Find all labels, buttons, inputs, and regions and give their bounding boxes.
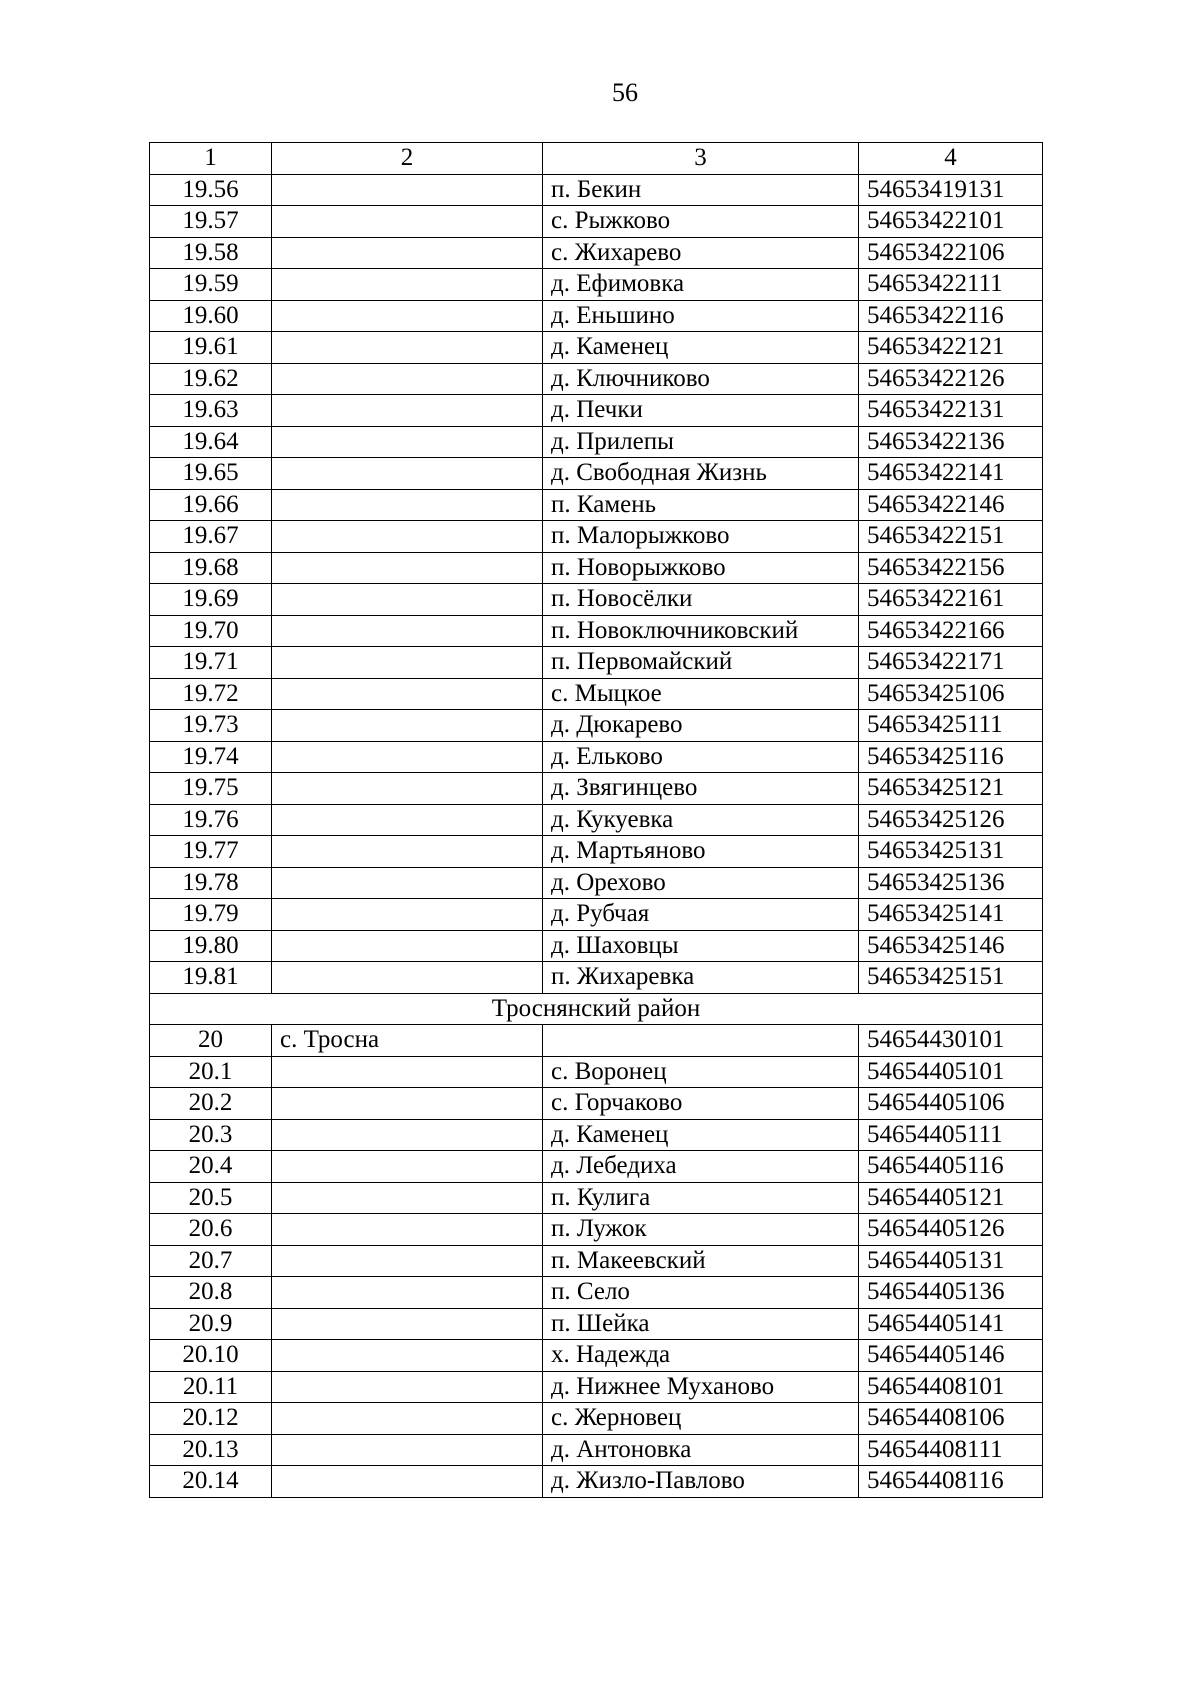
oktmo-code-cell: 54654405126 xyxy=(859,1214,1043,1246)
settlement-name-cell: п. Кулига xyxy=(543,1182,859,1214)
settlement-name-cell: д. Лебедиха xyxy=(543,1151,859,1183)
municipality-center-cell xyxy=(272,269,543,301)
table-row xyxy=(150,899,1043,931)
row-number-cell: 19.75 xyxy=(150,773,272,805)
row-number-cell: 19.74 xyxy=(150,741,272,773)
oktmo-code-cell: 54654408101 xyxy=(859,1371,1043,1403)
oktmo-code-cell: 54653422136 xyxy=(859,426,1043,458)
municipality-center-cell xyxy=(272,678,543,710)
row-number-cell: 19.63 xyxy=(150,395,272,427)
table-row xyxy=(150,332,1043,364)
municipality-center-cell xyxy=(272,1056,543,1088)
settlement-name-cell: д. Жизло-Павлово xyxy=(543,1466,859,1498)
municipality-center-cell xyxy=(272,300,543,332)
table-row xyxy=(150,1182,1043,1214)
municipality-center-cell xyxy=(272,773,543,805)
row-number-cell: 19.70 xyxy=(150,615,272,647)
oktmo-code-cell: 54654405121 xyxy=(859,1182,1043,1214)
municipality-center-cell xyxy=(272,1371,543,1403)
table-row xyxy=(150,269,1043,301)
row-number-cell: 19.56 xyxy=(150,174,272,206)
table-row xyxy=(150,678,1043,710)
table-row xyxy=(150,584,1043,616)
municipality-center-cell xyxy=(272,426,543,458)
oktmo-code-cell: 54653422141 xyxy=(859,458,1043,490)
oktmo-code-cell: 54653425111 xyxy=(859,710,1043,742)
oktmo-code-cell: 54653425126 xyxy=(859,804,1043,836)
oktmo-code-cell: 54653425131 xyxy=(859,836,1043,868)
oktmo-code-cell: 54653425106 xyxy=(859,678,1043,710)
oktmo-code-cell: 54654405106 xyxy=(859,1088,1043,1120)
oktmo-code-cell: 54653425146 xyxy=(859,930,1043,962)
municipality-center-cell xyxy=(272,1434,543,1466)
table-row xyxy=(150,1434,1043,1466)
settlement-name-cell: п. Камень xyxy=(543,489,859,521)
municipality-center-cell xyxy=(272,521,543,553)
oktmo-code-cell: 54653425141 xyxy=(859,899,1043,931)
row-number-cell: 20.11 xyxy=(150,1371,272,1403)
table-row xyxy=(150,836,1043,868)
table-row xyxy=(150,1371,1043,1403)
row-number-cell: 20.5 xyxy=(150,1182,272,1214)
table-row xyxy=(150,300,1043,332)
oktmo-code-cell: 54654405101 xyxy=(859,1056,1043,1088)
settlement-name-cell: п. Макеевский xyxy=(543,1245,859,1277)
settlement-name-cell: д. Шаховцы xyxy=(543,930,859,962)
municipality-center-cell xyxy=(272,584,543,616)
oktmo-code-cell: 54653422161 xyxy=(859,584,1043,616)
table-row xyxy=(150,647,1043,679)
settlement-name-cell: д. Кукуевка xyxy=(543,804,859,836)
oktmo-code-cell: 54653422156 xyxy=(859,552,1043,584)
settlement-name-cell: с. Рыжково xyxy=(543,206,859,238)
table-row xyxy=(150,867,1043,899)
municipality-center-cell xyxy=(272,804,543,836)
oktmo-code-cell: 54654405146 xyxy=(859,1340,1043,1372)
row-number-cell: 19.79 xyxy=(150,899,272,931)
municipality-center-cell xyxy=(272,741,543,773)
municipality-center-cell xyxy=(272,1466,543,1498)
settlement-name-cell: д. Ефимовка xyxy=(543,269,859,301)
municipality-center-cell xyxy=(272,1151,543,1183)
municipality-center-cell xyxy=(272,930,543,962)
row-number-cell: 19.60 xyxy=(150,300,272,332)
table-row xyxy=(150,1277,1043,1309)
oktmo-code-cell: 54653422166 xyxy=(859,615,1043,647)
settlement-name-cell xyxy=(543,1025,859,1057)
settlement-name-cell: х. Надежда xyxy=(543,1340,859,1372)
settlement-name-cell: д. Мартьяново xyxy=(543,836,859,868)
settlement-name-cell: п. Жихаревка xyxy=(543,962,859,994)
oktmo-code-cell: 54654405111 xyxy=(859,1119,1043,1151)
table-row xyxy=(150,426,1043,458)
table-row xyxy=(150,521,1043,553)
municipality-center-cell xyxy=(272,332,543,364)
table-header-row xyxy=(150,143,1043,175)
row-number-cell: 20.9 xyxy=(150,1308,272,1340)
row-number-cell: 19.72 xyxy=(150,678,272,710)
table-row xyxy=(150,773,1043,805)
municipality-center-cell xyxy=(272,1245,543,1277)
table-row xyxy=(150,930,1043,962)
settlement-name-cell: с. Жихарево xyxy=(543,237,859,269)
oktmo-code-cell: 54654405141 xyxy=(859,1308,1043,1340)
row-number-cell: 20.14 xyxy=(150,1466,272,1498)
settlements-table xyxy=(149,142,1043,1498)
row-number-cell: 19.68 xyxy=(150,552,272,584)
row-number-cell: 19.71 xyxy=(150,647,272,679)
row-number-cell: 19.57 xyxy=(150,206,272,238)
table-row xyxy=(150,1245,1043,1277)
oktmo-code-cell: 54653422131 xyxy=(859,395,1043,427)
table-row xyxy=(150,1403,1043,1435)
row-number-cell: 20.13 xyxy=(150,1434,272,1466)
table-row xyxy=(150,1151,1043,1183)
row-number-cell: 20.7 xyxy=(150,1245,272,1277)
column-header-2: 2 xyxy=(272,143,543,175)
municipality-center-cell xyxy=(272,1088,543,1120)
settlement-name-cell: д. Каменец xyxy=(543,1119,859,1151)
row-number-cell: 19.58 xyxy=(150,237,272,269)
municipality-center-cell xyxy=(272,1214,543,1246)
row-number-cell: 19.62 xyxy=(150,363,272,395)
settlement-name-cell: п. Новосёлки xyxy=(543,584,859,616)
municipality-center-cell xyxy=(272,867,543,899)
table-row xyxy=(150,1025,1043,1057)
table-row xyxy=(150,1088,1043,1120)
settlement-name-cell: д. Еньшино xyxy=(543,300,859,332)
settlement-name-cell: п. Село xyxy=(543,1277,859,1309)
row-number-cell: 19.81 xyxy=(150,962,272,994)
oktmo-code-cell: 54654408111 xyxy=(859,1434,1043,1466)
table-row xyxy=(150,1340,1043,1372)
row-number-cell: 20.12 xyxy=(150,1403,272,1435)
municipality-center-cell xyxy=(272,363,543,395)
row-number-cell: 19.64 xyxy=(150,426,272,458)
row-number-cell: 20.1 xyxy=(150,1056,272,1088)
row-number-cell: 20.3 xyxy=(150,1119,272,1151)
municipality-center-cell xyxy=(272,395,543,427)
settlement-name-cell: п. Бекин xyxy=(543,174,859,206)
column-header-3: 3 xyxy=(543,143,859,175)
table-row xyxy=(150,458,1043,490)
table-row xyxy=(150,1466,1043,1498)
row-number-cell: 19.76 xyxy=(150,804,272,836)
table-row xyxy=(150,206,1043,238)
settlement-name-cell: с. Жерновец xyxy=(543,1403,859,1435)
row-number-cell: 19.65 xyxy=(150,458,272,490)
municipality-center-cell xyxy=(272,1277,543,1309)
municipality-center-cell xyxy=(272,1182,543,1214)
oktmo-code-cell: 54654405136 xyxy=(859,1277,1043,1309)
oktmo-code-cell: 54653422116 xyxy=(859,300,1043,332)
oktmo-code-cell: 54653425121 xyxy=(859,773,1043,805)
settlement-name-cell: с. Воронец xyxy=(543,1056,859,1088)
table-row xyxy=(150,1119,1043,1151)
oktmo-code-cell: 54654405116 xyxy=(859,1151,1043,1183)
settlement-name-cell: д. Звягинцево xyxy=(543,773,859,805)
municipality-center-cell xyxy=(272,458,543,490)
table-row xyxy=(150,615,1043,647)
row-number-cell: 20.8 xyxy=(150,1277,272,1309)
oktmo-code-cell: 54653422151 xyxy=(859,521,1043,553)
table-row xyxy=(150,395,1043,427)
settlement-name-cell: п. Первомайский xyxy=(543,647,859,679)
oktmo-code-cell: 54653422121 xyxy=(859,332,1043,364)
municipality-center-cell xyxy=(272,647,543,679)
row-number-cell: 19.59 xyxy=(150,269,272,301)
municipality-center-cell xyxy=(272,1308,543,1340)
municipality-center-cell xyxy=(272,1403,543,1435)
settlement-name-cell: п. Лужок xyxy=(543,1214,859,1246)
settlement-name-cell: п. Новорыжково xyxy=(543,552,859,584)
row-number-cell: 19.69 xyxy=(150,584,272,616)
oktmo-code-cell: 54654430101 xyxy=(859,1025,1043,1057)
oktmo-code-cell: 54653419131 xyxy=(859,174,1043,206)
section-row xyxy=(150,993,1043,1025)
row-number-cell: 19.80 xyxy=(150,930,272,962)
table-row xyxy=(150,710,1043,742)
row-number-cell: 19.67 xyxy=(150,521,272,553)
row-number-cell: 19.61 xyxy=(150,332,272,364)
settlement-name-cell: д. Ельково xyxy=(543,741,859,773)
table-row xyxy=(150,552,1043,584)
column-header-4: 4 xyxy=(859,143,1043,175)
municipality-center-cell xyxy=(272,206,543,238)
settlement-name-cell: д. Дюкарево xyxy=(543,710,859,742)
municipality-center-cell xyxy=(272,615,543,647)
page-number: 56 xyxy=(612,78,638,107)
table-row xyxy=(150,363,1043,395)
settlement-name-cell: д. Прилепы xyxy=(543,426,859,458)
row-number-cell: 19.78 xyxy=(150,867,272,899)
municipality-center-cell xyxy=(272,899,543,931)
settlement-name-cell: д. Каменец xyxy=(543,332,859,364)
settlement-name-cell: п. Новоключниковский xyxy=(543,615,859,647)
column-header-1: 1 xyxy=(150,143,272,175)
municipality-center-cell xyxy=(272,1119,543,1151)
row-number-cell: 20.6 xyxy=(150,1214,272,1246)
settlement-name-cell: д. Рубчая xyxy=(543,899,859,931)
settlement-name-cell: п. Малорыжково xyxy=(543,521,859,553)
oktmo-code-cell: 54653422106 xyxy=(859,237,1043,269)
oktmo-code-cell: 54653425136 xyxy=(859,867,1043,899)
oktmo-code-cell: 54653422126 xyxy=(859,363,1043,395)
section-title: Троснянский район xyxy=(150,993,1043,1025)
settlement-name-cell: д. Печки xyxy=(543,395,859,427)
municipality-center-cell xyxy=(272,836,543,868)
municipality-center-cell: с. Тросна xyxy=(272,1025,543,1057)
oktmo-code-cell: 54653422101 xyxy=(859,206,1043,238)
table-row xyxy=(150,1214,1043,1246)
settlement-name-cell: с. Горчаково xyxy=(543,1088,859,1120)
row-number-cell: 19.77 xyxy=(150,836,272,868)
oktmo-code-cell: 54653422171 xyxy=(859,647,1043,679)
oktmo-code-cell: 54654408116 xyxy=(859,1466,1043,1498)
oktmo-code-cell: 54653425116 xyxy=(859,741,1043,773)
oktmo-code-cell: 54653422111 xyxy=(859,269,1043,301)
settlement-name-cell: д. Антоновка xyxy=(543,1434,859,1466)
table-row xyxy=(150,1308,1043,1340)
table-row xyxy=(150,962,1043,994)
table-row xyxy=(150,1056,1043,1088)
row-number-cell: 19.73 xyxy=(150,710,272,742)
table-row xyxy=(150,804,1043,836)
row-number-cell: 20.2 xyxy=(150,1088,272,1120)
table-row xyxy=(150,489,1043,521)
municipality-center-cell xyxy=(272,489,543,521)
oktmo-code-cell: 54653422146 xyxy=(859,489,1043,521)
row-number-cell: 20 xyxy=(150,1025,272,1057)
table-body xyxy=(150,143,1043,1498)
municipality-center-cell xyxy=(272,552,543,584)
row-number-cell: 19.66 xyxy=(150,489,272,521)
settlement-name-cell: с. Мыцкое xyxy=(543,678,859,710)
row-number-cell: 20.4 xyxy=(150,1151,272,1183)
municipality-center-cell xyxy=(272,710,543,742)
municipality-center-cell xyxy=(272,1340,543,1372)
oktmo-code-cell: 54654405131 xyxy=(859,1245,1043,1277)
table-row xyxy=(150,237,1043,269)
municipality-center-cell xyxy=(272,962,543,994)
municipality-center-cell xyxy=(272,237,543,269)
table-row xyxy=(150,741,1043,773)
row-number-cell: 20.10 xyxy=(150,1340,272,1372)
oktmo-code-cell: 54653425151 xyxy=(859,962,1043,994)
settlement-name-cell: д. Ключниково xyxy=(543,363,859,395)
settlement-name-cell: п. Шейка xyxy=(543,1308,859,1340)
settlement-name-cell: д. Нижнее Муханово xyxy=(543,1371,859,1403)
settlement-name-cell: д. Свободная Жизнь xyxy=(543,458,859,490)
table-row xyxy=(150,174,1043,206)
settlement-name-cell: д. Орехово xyxy=(543,867,859,899)
municipality-center-cell xyxy=(272,174,543,206)
oktmo-code-cell: 54654408106 xyxy=(859,1403,1043,1435)
